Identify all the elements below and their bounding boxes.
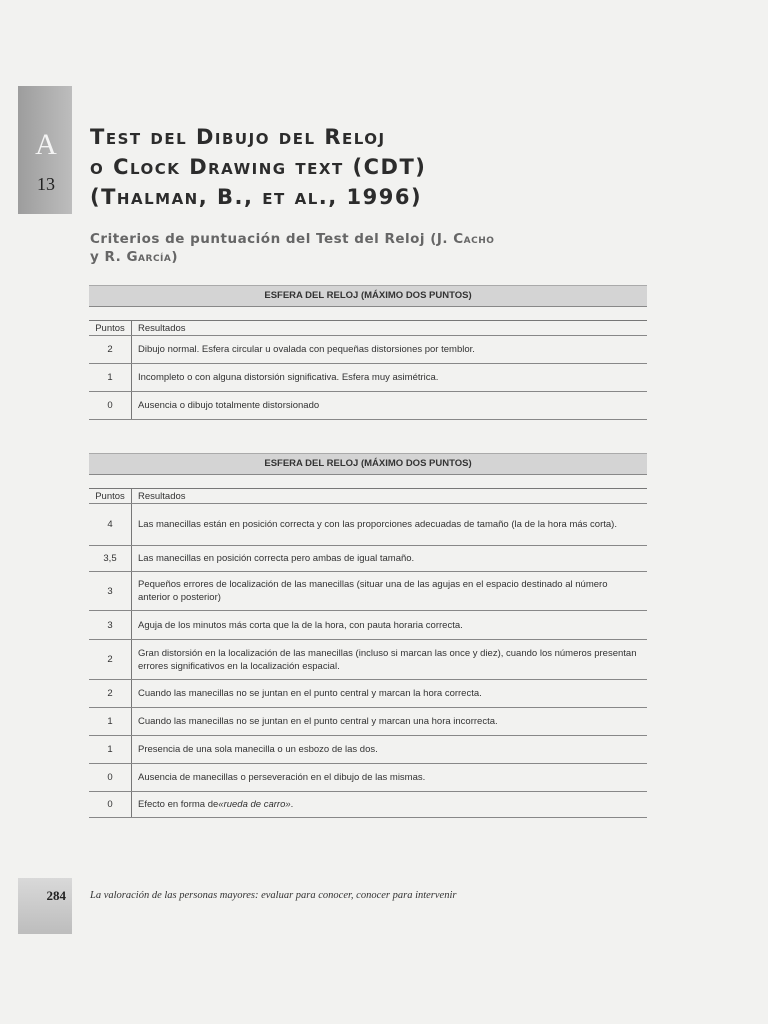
table-header: ESFERA DEL RELOJ (MÁXIMO DOS PUNTOS) [89, 285, 647, 307]
column-header-points: Puntos [89, 321, 132, 335]
row-points: 2 [89, 336, 132, 363]
subtitle-authors-prefix: y [90, 249, 105, 265]
chapter-letter: A [35, 128, 57, 161]
row-points: 0 [89, 764, 132, 791]
table-row [89, 364, 647, 392]
table-row [89, 792, 647, 818]
section-subtitle [90, 230, 570, 266]
row-result: Las manecillas están en posición correcta y con las proporciones adecuadas de tamaño (la de la hora más corta). [138, 519, 617, 530]
row-points: 3 [89, 611, 132, 639]
row-points: 1 [89, 736, 132, 763]
row-result: Ausencia de manecillas o perseveración en el dibujo de las mismas. [138, 772, 426, 783]
table-header: ESFERA DEL RELOJ (MÁXIMO DOS PUNTOS) [89, 453, 647, 475]
row-result [132, 792, 647, 817]
row-result: Cuando las manecillas no se juntan en el punto central y marcan una hora incorrecta. [138, 716, 498, 727]
row-result: Presencia de una sola manecilla o un esbozo de las dos. [138, 744, 378, 755]
table-column-headers [89, 489, 647, 504]
table-row [89, 708, 647, 736]
table-row [89, 764, 647, 792]
title-line-1: Test del Dibujo del Reloj [90, 125, 386, 149]
row-points: 0 [89, 792, 132, 817]
column-header-results: Resultados [138, 322, 186, 334]
scoring-table-2 [89, 453, 647, 818]
row-points: 2 [89, 640, 132, 679]
row-result: Incompleto o con alguna distorsión significativa. Esfera muy asimétrica. [138, 372, 439, 383]
title-line-3: (Thalman, B., et al., 1996) [90, 185, 423, 209]
table-row [89, 336, 647, 364]
table-row [89, 572, 647, 611]
row-points: 1 [89, 364, 132, 391]
table-row [89, 680, 647, 708]
page-number: 284 [46, 888, 66, 903]
row-result: Las manecillas en posición correcta pero ambas de igual tamaño. [138, 553, 415, 564]
table-column-headers [89, 321, 647, 336]
table-spacer [89, 475, 647, 489]
row-points: 0 [89, 392, 132, 419]
page-title [90, 122, 426, 212]
subtitle-authors-1: J. Cacho [436, 231, 495, 247]
scoring-table-1 [89, 285, 647, 420]
table-row [89, 504, 647, 546]
column-header-points: Puntos [89, 489, 132, 503]
row-points: 4 [89, 504, 132, 545]
subtitle-text: Criterios de puntuación del Test del Reloj ( [90, 231, 437, 247]
table-row [89, 640, 647, 680]
row-points: 1 [89, 708, 132, 735]
table-row [89, 392, 647, 420]
table-row [89, 611, 647, 640]
column-header-results: Resultados [138, 490, 186, 502]
row-result: Dibujo normal. Esfera circular u ovalada con pequeñas distorsiones por temblor. [138, 344, 475, 355]
title-line-2: o Clock Drawing text (CDT) [90, 155, 427, 179]
footer-sidebar-band [18, 878, 72, 934]
table-spacer [89, 307, 647, 321]
table-row [89, 546, 647, 572]
row-result-italic: «rueda de carro» [218, 799, 291, 810]
chapter-number: 13 [37, 174, 55, 194]
table-row [89, 736, 647, 764]
row-result: Pequeños errores de localización de las manecillas (situar una de las agujas en el espacio destinado al número anterior o posterior) [138, 579, 608, 603]
subtitle-authors-2: R. García) [104, 249, 179, 265]
row-result-prefix: Efecto en forma de [138, 799, 219, 810]
row-result: Gran distorsión en la localización de las manecillas (incluso si marcan las once y diez), cuando los números presentan errores significativos en la localización espacial. [138, 647, 637, 672]
row-points: 3 [89, 572, 132, 610]
row-points: 2 [89, 680, 132, 707]
row-points: 3,5 [89, 546, 132, 571]
row-result-suffix: . [290, 799, 294, 810]
row-result: Cuando las manecillas no se juntan en el punto central y marcan la hora correcta. [138, 688, 482, 699]
row-result: Aguja de los minutos más corta que la de la hora, con pauta horaria correcta. [138, 619, 463, 631]
row-result: Ausencia o dibujo totalmente distorsionado [138, 400, 320, 411]
footer-running-title: La valoración de las personas mayores: evaluar para conocer, conocer para intervenir [90, 890, 457, 901]
